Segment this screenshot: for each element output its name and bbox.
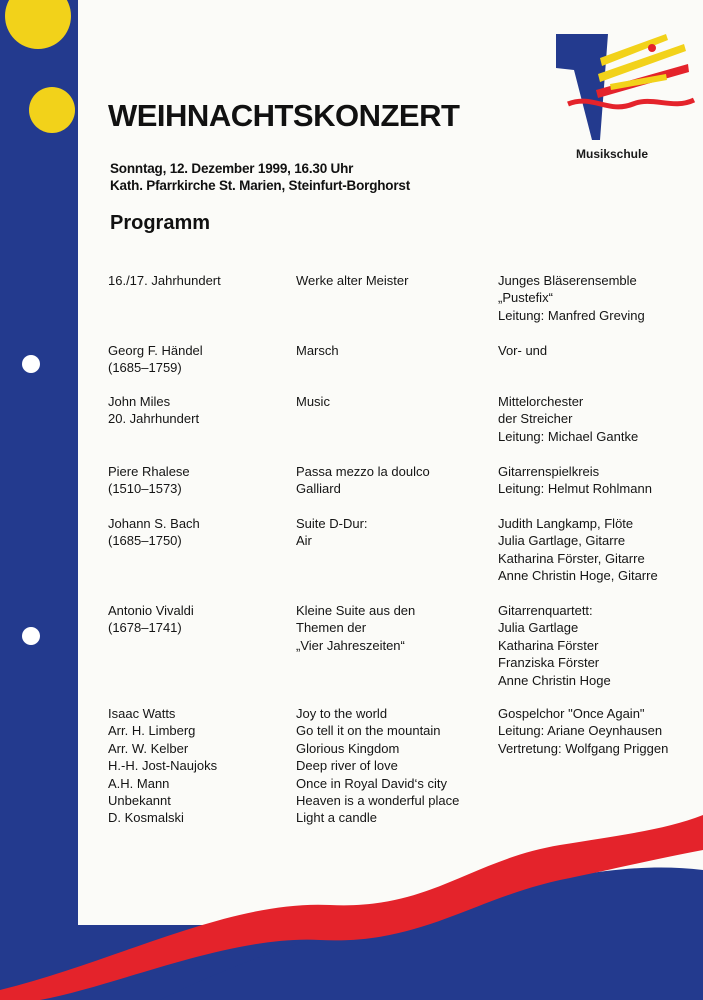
program-row-0-composer bbox=[108, 272, 221, 289]
performer-line: Anne Christin Hoge, Gitarre bbox=[498, 568, 658, 584]
program-row-3-piece bbox=[296, 463, 430, 498]
yellow-circle-top bbox=[5, 0, 71, 49]
performer-line: Leitung: Ariane Oeynhausen bbox=[498, 723, 663, 739]
performer-line: Leitung: Michael Gantke bbox=[498, 428, 639, 444]
composer-line: 16./17. Jahrhundert bbox=[108, 273, 221, 288]
program-row-1-piece bbox=[296, 342, 339, 359]
composer-line: Arr. H. Limberg bbox=[108, 723, 196, 739]
performer-line: Katharina Förster, Gitarre bbox=[498, 550, 645, 566]
program-row-1-composer bbox=[108, 342, 203, 377]
program-row-0-piece bbox=[296, 272, 408, 289]
performer-line: Gospelchor "Once Again" bbox=[498, 706, 645, 721]
performer-line: Vor- und bbox=[498, 343, 548, 358]
program-row-3-performers bbox=[498, 463, 652, 498]
program-row-1-performers bbox=[498, 342, 547, 359]
performer-line: Junges Bläserensemble bbox=[498, 273, 637, 288]
performer-line: Leitung: Helmut Rohlmann bbox=[498, 481, 652, 497]
composer-line: (1678–1741) bbox=[108, 620, 182, 636]
performer-line: „Pustefix“ bbox=[498, 290, 553, 306]
program-row-5-piece bbox=[296, 602, 415, 654]
performer-line: Vertretung: Wolfgang Priggen bbox=[498, 740, 669, 756]
piece-line: „Vier Jahreszeiten“ bbox=[296, 637, 405, 653]
program-row-2-piece bbox=[296, 393, 330, 410]
program-row-6-piece bbox=[296, 705, 459, 827]
date-line: Sonntag, 12. Dezember 1999, 16.30 Uhr bbox=[110, 161, 354, 176]
composer-line: Piere Rhalese bbox=[108, 464, 190, 479]
program-row-4-composer bbox=[108, 515, 200, 550]
piece-line: Deep river of love bbox=[296, 758, 398, 774]
program-row-6-performers bbox=[498, 705, 668, 757]
piece-line: Light a candle bbox=[296, 810, 377, 826]
punch-hole-lower bbox=[22, 627, 40, 645]
piece-line: Once in Royal David‘s city bbox=[296, 775, 447, 791]
piece-line: Themen der bbox=[296, 620, 367, 636]
performer-line: Anne Christin Hoge bbox=[498, 672, 611, 688]
piece-line: Passa mezzo la doulco bbox=[296, 464, 430, 479]
program-row-5-composer bbox=[108, 602, 194, 637]
musikschule-logo-icon bbox=[548, 30, 698, 145]
composer-line: John Miles bbox=[108, 394, 171, 409]
page-title: WEIHNACHTSKONZERT bbox=[108, 98, 460, 133]
composer-line: Arr. W. Kelber bbox=[108, 740, 189, 756]
composer-line: (1685–1750) bbox=[108, 533, 182, 549]
composer-line: A.H. Mann bbox=[108, 775, 170, 791]
program-row-4-piece bbox=[296, 515, 368, 550]
program-row-4-performers bbox=[498, 515, 658, 585]
venue-line: Kath. Pfarrkirche St. Marien, Steinfurt-Borghorst bbox=[110, 178, 410, 193]
performer-line: Katharina Förster bbox=[498, 637, 599, 653]
piece-line: Galliard bbox=[296, 481, 341, 497]
composer-line: Antonio Vivaldi bbox=[108, 603, 194, 618]
composer-line: D. Kosmalski bbox=[108, 810, 184, 826]
composer-line: 20. Jahrhundert bbox=[108, 411, 200, 427]
performer-line: Gitarrenquartett: bbox=[498, 603, 593, 618]
performer-line: Judith Langkamp, Flöte bbox=[498, 516, 634, 531]
composer-line: (1685–1759) bbox=[108, 360, 182, 376]
composer-line: Isaac Watts bbox=[108, 706, 176, 721]
composer-line: Georg F. Händel bbox=[108, 343, 203, 358]
piece-line: Glorious Kingdom bbox=[296, 740, 400, 756]
composer-line: H.-H. Jost-Naujoks bbox=[108, 758, 218, 774]
composer-line: (1510–1573) bbox=[108, 481, 182, 497]
program-row-2-composer bbox=[108, 393, 199, 428]
performer-line: Leitung: Manfred Greving bbox=[498, 307, 645, 323]
punch-hole-upper bbox=[22, 355, 40, 373]
piece-line: Air bbox=[296, 533, 312, 549]
performer-line: Mittelorchester bbox=[498, 394, 584, 409]
program-row-6-composer bbox=[108, 705, 217, 827]
piece-line: Marsch bbox=[296, 343, 339, 358]
piece-line: Suite D-Dur: bbox=[296, 516, 368, 531]
program-row-3-composer bbox=[108, 463, 190, 498]
program-heading: Programm bbox=[110, 212, 211, 234]
piece-line: Go tell it on the mountain bbox=[296, 723, 441, 739]
program-row-5-performers bbox=[498, 602, 611, 689]
composer-line: Unbekannt bbox=[108, 793, 171, 809]
program-row-0-performers bbox=[498, 272, 645, 324]
piece-line: Heaven is a wonderful place bbox=[296, 793, 460, 809]
piece-line: Werke alter Meister bbox=[296, 273, 409, 288]
program-row-2-performers bbox=[498, 393, 638, 445]
yellow-circle-middle bbox=[29, 87, 75, 133]
piece-line: Joy to the world bbox=[296, 706, 388, 721]
performer-line: Julia Gartlage bbox=[498, 620, 579, 636]
logo-label: Musikschule bbox=[576, 147, 649, 161]
composer-line: Johann S. Bach bbox=[108, 516, 200, 531]
piece-line: Kleine Suite aus den bbox=[296, 603, 416, 618]
piece-line: Music bbox=[296, 394, 330, 409]
performer-line: Gitarrenspielkreis bbox=[498, 464, 600, 479]
performer-line: der Streicher bbox=[498, 411, 573, 427]
performer-line: Franziska Förster bbox=[498, 655, 600, 671]
performer-line: Julia Gartlage, Gitarre bbox=[498, 533, 626, 549]
